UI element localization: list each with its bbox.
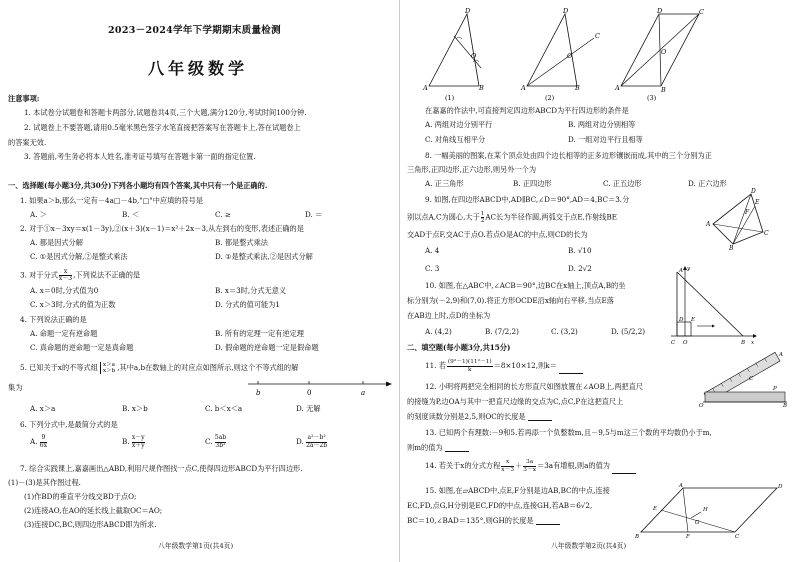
- q5-sys-line2: x＞b: [102, 368, 116, 374]
- q8-opt-c: C. 正五边形: [603, 179, 642, 188]
- svg-text:B: B: [783, 403, 788, 408]
- q8-opt-b: B. 正四边形: [513, 179, 552, 188]
- q5-opt-a: A. x＞a: [30, 404, 56, 413]
- svg-text:A: A: [615, 84, 620, 92]
- number-line-arrow-icon: [386, 382, 392, 387]
- svg-text:D: D: [778, 484, 783, 490]
- svg-text:B: B: [479, 84, 484, 92]
- q7-figure-1: [422, 7, 484, 102]
- svg-text:E: E: [755, 199, 760, 206]
- q15-l1: 15. 如图,在▱ABCD中,点E,F分别是边AB,BC的中点,连接: [425, 486, 610, 495]
- q14-plus: ＋: [515, 461, 523, 470]
- ruler-2: [705, 392, 785, 402]
- q3-fraction: [59, 269, 72, 282]
- q12-l2: 的接缝为P,边OA与其中一把直尺边缘的交点为C,点C,P在这把直尺上: [407, 397, 624, 406]
- svg-text:O: O: [661, 48, 667, 56]
- q8-opt-a: A. 正三角形: [425, 179, 464, 188]
- axis-label-b: b: [256, 389, 261, 397]
- q13-l2: [407, 443, 469, 452]
- svg-text:C: C: [749, 376, 754, 382]
- svg-text:C: C: [699, 8, 704, 16]
- q14-n1: x: [501, 459, 514, 467]
- q9-half-den: 2: [480, 218, 485, 224]
- q3-frac-num: x: [59, 269, 72, 276]
- svg-text:D: D: [679, 317, 684, 323]
- notice-item-2: 2. 试题卷上不要答题,请用0.5毫米黑色签字水笔直接把答案写在答题卡上,答在试题卷上: [24, 123, 301, 132]
- svg-text:D: D: [465, 7, 471, 15]
- q11-post: ＝8×10×12,则k＝: [493, 361, 557, 370]
- q2-opt-d: D. ①是整式乘法,②是因式分解: [215, 252, 313, 261]
- q3-stem-pre: 3. 对于分式: [20, 270, 58, 280]
- q1-opt-c: C. ≥: [215, 210, 231, 219]
- q8-stem2: 三角形,正四边形,正六边形,则另外一个为: [407, 165, 537, 174]
- section2-heading: 二、填空题(每小题3分,共15分): [407, 343, 511, 352]
- q6-opt-a-letter: A.: [30, 437, 38, 446]
- q10-opt-b: B. (7/2,2): [485, 327, 519, 336]
- q1-opt-d: D. ＝: [305, 210, 323, 219]
- notice-item-2-cont: 的答案无效.: [8, 138, 47, 147]
- q13-answer-blank[interactable]: [445, 444, 469, 452]
- svg-text:B: B: [729, 245, 734, 250]
- q4-opt-c: C. 真命题的逆命题一定是真命题: [30, 343, 134, 352]
- q5-stem2: 集为: [8, 383, 23, 392]
- q5-number-line: [246, 378, 396, 400]
- notice-heading: 注意事项:: [8, 94, 40, 103]
- svg-text:C: C: [671, 340, 676, 346]
- right-column: [403, 0, 794, 562]
- q12-l1: 12. 小明将两把完全相同的长方形直尺如图放置在∠AOB上,两把直尺: [425, 382, 644, 391]
- q9-half-num: 1: [480, 211, 485, 217]
- q6-c-num: 5ab: [214, 434, 227, 441]
- q12-l3: [407, 412, 552, 421]
- q13-l2-text: 则m的值为: [407, 443, 443, 452]
- q12-l3-text: 的刻度读数分别是2,5,则OC的长度是: [407, 412, 526, 421]
- q9-stem3: 交AD于点F,交AC于点O.若点O是AC的中点,则CD的长为: [407, 230, 588, 239]
- q6-a-num: 9: [41, 434, 46, 441]
- q9-opt-d: D. 2√2: [568, 264, 592, 273]
- q5-stem-post: ,其中a,b在数轴上的对应点如图所示,则这个不等式组的解: [117, 363, 299, 372]
- svg-text:O: O: [683, 340, 688, 346]
- q7-opt-a: A. 两组对边分别平行: [425, 120, 493, 129]
- q6-opt-b-frac: [132, 435, 145, 449]
- q6-b-num: x－y: [131, 434, 145, 441]
- svg-text:A: A: [521, 84, 526, 92]
- q2-opt-c: C. ①是因式分解,②是整式乘法: [30, 252, 128, 261]
- svg-text:D: D: [751, 188, 756, 195]
- q6-a-den: 6x: [39, 441, 47, 449]
- svg-text:P: P: [773, 386, 777, 392]
- q8-opt-d: D. 正六边形: [688, 179, 727, 188]
- svg-text:F: F: [686, 534, 690, 540]
- svg-text:x: x: [751, 340, 755, 346]
- q14-pre: 14. 若关于x的分式方程: [425, 461, 501, 470]
- q6-d-num: a²－b²: [307, 434, 326, 441]
- q11-pre: 11. 若: [425, 361, 446, 370]
- q6-opt-d-frac: [306, 435, 327, 449]
- svg-text:B: B: [635, 534, 640, 540]
- q7-figure-3: [614, 7, 704, 102]
- q5-system: [100, 362, 115, 374]
- q7-stem1: 7. 综合实践课上,嘉嘉画出△ABD,利用尺规作图找一点C,使得四边形ABCD为平行四边形.: [20, 464, 303, 473]
- q3-stem: [20, 269, 140, 282]
- q11-frac: [447, 359, 493, 373]
- q6-stem: 6. 下列分式中,是最简分式的是: [20, 420, 118, 429]
- q4-opt-d: D. 假命题的逆命题一定是假命题: [215, 343, 319, 352]
- q10-opt-d: D. (5/2,2): [611, 327, 646, 336]
- q9-opt-c: C. 3: [425, 264, 440, 273]
- svg-text:A: A: [423, 84, 428, 92]
- q7-stem3: 在嘉嘉的作法中,可直接判定四边形ABCD为平行四边形的条件是: [425, 106, 629, 115]
- q6-opt-a: [30, 434, 47, 450]
- q10-stem2: 标分别为(－2,9)和(7,0).将正方形OCDE沿x轴向右平移,当点E落: [407, 296, 614, 305]
- q5-opt-b: B. x＞b: [122, 404, 148, 413]
- q7-fig-label-2: (2): [545, 94, 555, 102]
- q4-stem: 4. 下列说法正确的是: [20, 315, 87, 324]
- column-divider: [399, 0, 400, 562]
- q14-d1: x－3: [501, 466, 515, 473]
- q4-opt-a: A. 命题一定有逆命题: [30, 329, 98, 338]
- q6-opt-a-frac: [40, 435, 47, 449]
- q15-figure: [633, 480, 783, 540]
- svg-text:A: A: [679, 268, 683, 274]
- q6-opt-d: [296, 434, 327, 450]
- exam-title: 2023－2024学年下学期期末质量检测: [108, 25, 281, 36]
- q9-stem1: 9. 如图,在四边形ABCD中,AD∥BC,∠D＝90°,AD＝4,BC＝3.分: [425, 195, 630, 204]
- q9-figure: [703, 184, 773, 250]
- q6-opt-b: [122, 434, 145, 450]
- svg-text:B: B: [661, 86, 666, 94]
- q5-sys-line1: x＞a: [102, 362, 115, 368]
- q2-stem: 2. 对于①x－3xy＝x(1－3y),②(x＋3)(x－1)＝x²＋2x－3,从左到右的变形,表述正确的是: [20, 224, 304, 233]
- q9-opt-b: B. √10: [568, 246, 592, 255]
- q6-opt-d-letter: D.: [296, 437, 304, 446]
- svg-text:B: B: [575, 84, 580, 92]
- q1-opt-b: B. ＜: [122, 210, 140, 219]
- svg-text:C: C: [764, 230, 769, 237]
- q3-frac-den: x－3: [58, 275, 73, 282]
- q8-stem1: 8. 一幅美丽的图案,在某个顶点处由四个边长相等的正多边形镶嵌而成,其中的三个分别为正: [425, 151, 712, 160]
- q6-opt-b-letter: B.: [122, 437, 130, 446]
- q12-figure: [699, 350, 789, 408]
- svg-text:O: O: [699, 403, 704, 408]
- svg-text:C: C: [735, 534, 740, 540]
- q14-post: ＝3a有增根,则a的值为: [537, 461, 610, 470]
- q6-b-den: x＋y: [131, 441, 145, 449]
- q14-answer-blank[interactable]: [612, 466, 636, 474]
- q15-answer-blank[interactable]: [536, 517, 560, 525]
- svg-text:E: E: [691, 317, 696, 323]
- q11-answer-blank[interactable]: [559, 366, 583, 374]
- section1-heading: 一、选择题(每小题3分,共30分)下列各小题均有四个答案,其中只有一个是正确的.: [8, 181, 268, 190]
- q10-stem3: 在AB边上时,点D的坐标为: [407, 311, 491, 320]
- q5-stem: [20, 362, 298, 374]
- svg-text:y: y: [687, 266, 691, 272]
- q6-opt-c-letter: C.: [205, 437, 213, 446]
- q4-opt-b: B. 所有的定理一定有逆定理: [215, 329, 304, 338]
- q9-stem2-post: AC长为半径作圆,两弧交于点E,作射线BE: [485, 212, 617, 222]
- q10-opt-c: C. (3,2): [551, 327, 578, 336]
- q1-opt-a: A. ＞: [30, 210, 47, 219]
- axis-label-a: a: [361, 389, 366, 397]
- q12-answer-blank[interactable]: [528, 413, 552, 421]
- q5-stem-pre: 5. 已知关于x的不等式组: [20, 363, 98, 372]
- q11-num: (9²－1)(11²－1): [447, 359, 492, 365]
- q9-half-frac: [481, 211, 485, 224]
- q7-stem2: (1)－(3)是其作图过程.: [8, 478, 81, 487]
- q14-d2: 3－x: [523, 466, 537, 473]
- notice-item-1: 1. 本试卷分试题卷和答题卡两部分,试题卷共4页,三个大题,满分120分,考试时间100分钟.: [24, 108, 307, 117]
- q10-stem1: 10. 如图,在△ABC中,∠ACB＝90°,边BC在x轴上,顶点A,B的坐: [425, 281, 626, 290]
- q7-opt-c: C. 对角线互相平分: [425, 135, 486, 144]
- q13-l1: 13. 已知两个有理数:－9和5.若再添一个负整数m,且－9,5与m这三个数的平均数仍小于m,: [425, 428, 712, 437]
- q9-stem2-pre: 别以点A,C为圆心,大于: [407, 212, 480, 222]
- svg-text:A: A: [706, 221, 711, 228]
- svg-text:A: A: [679, 483, 683, 489]
- q2-opt-b: B. 都是整式乘法: [215, 238, 268, 247]
- q2-opt-a: A. 都是因式分解: [30, 238, 83, 247]
- q11-den: k: [468, 366, 472, 373]
- q7-step-3: (3)连接DC,BC,则四边形ABCD即为所求.: [24, 520, 157, 529]
- q7-step-1: (1)作BD的垂直平分线交BD于点O;: [24, 492, 137, 501]
- svg-text:F: F: [745, 209, 750, 216]
- q6-d-den: 2a－2b: [306, 441, 328, 449]
- q15-l3: [407, 516, 560, 525]
- q7-figure-2: [520, 7, 600, 102]
- q7-step-2: (2)连接AO,在AO的延长线上截取OC＝AO;: [24, 506, 163, 515]
- q10-opt-a: A. (4,2): [425, 327, 452, 336]
- svg-text:G: G: [695, 520, 700, 526]
- q7-opt-d: D. 一组对边平行且相等: [568, 135, 643, 144]
- svg-text:D: D: [563, 7, 569, 15]
- q3-opt-a: A. x＝0时,分式值为0: [30, 286, 99, 295]
- q3-stem-post: ,下列说法不正确的是: [73, 270, 141, 280]
- q9-opt-a: A. 4: [425, 246, 440, 255]
- q3-opt-d: D. 分式的值可能为1: [215, 300, 280, 309]
- q14-frac-2: [523, 459, 536, 473]
- q6-opt-c: [205, 434, 226, 450]
- q7-fig-label-1: (1): [445, 94, 455, 102]
- axis-label-0: 0: [307, 389, 312, 397]
- q6-opt-c-frac: [215, 435, 226, 449]
- q10-figure: [667, 264, 759, 348]
- q14-frac-1: [501, 459, 514, 473]
- q15-l3-text: BC＝10,∠BAD＝135°,则GH的长度是: [407, 516, 534, 525]
- q9-stem2: [407, 211, 617, 224]
- q14: [425, 458, 636, 474]
- notice-item-3: 3. 答题前,考生务必将本人姓名,准考证号填写在答题卡第一面的指定位置.: [24, 152, 256, 161]
- svg-text:C: C: [595, 32, 600, 40]
- svg-text:O: O: [567, 52, 573, 60]
- q5-opt-d: D. 无解: [296, 404, 321, 413]
- q14-n2: 3a: [523, 459, 536, 467]
- svg-text:O: O: [471, 52, 477, 60]
- page1-footer: 八年级数学第1页(共4页): [158, 542, 234, 550]
- q15-l2: EC,FD,点G,H分别是EC,FD的中点,连接GH,若AB＝6√2,: [407, 501, 593, 510]
- q7-figures: [409, 6, 789, 104]
- q7-fig-label-3: (3): [647, 94, 657, 102]
- svg-text:B: B: [741, 340, 746, 346]
- q5-opt-c: C. b＜x＜a: [205, 404, 243, 413]
- q1-stem: 1. 如果a＞b,那么一定有－4a□－4b,"□"中应填的符号是: [20, 196, 204, 205]
- q3-opt-b: B. x＝3时,分式无意义: [215, 286, 287, 295]
- q6-c-den: 3b²: [215, 441, 226, 449]
- svg-text:D: D: [657, 7, 663, 15]
- svg-text:H: H: [703, 507, 708, 513]
- page2-footer: 八年级数学第2页(共4页): [551, 542, 627, 550]
- q7-opt-b: B. 两组对边分别相等: [568, 120, 636, 129]
- subject-title: 八年级数学: [148, 59, 249, 78]
- svg-text:E: E: [653, 506, 658, 512]
- svg-text:A: A: [779, 352, 783, 358]
- q11: [425, 358, 583, 374]
- q3-opt-c: C. x＞3时,分式的值为正数: [30, 300, 116, 309]
